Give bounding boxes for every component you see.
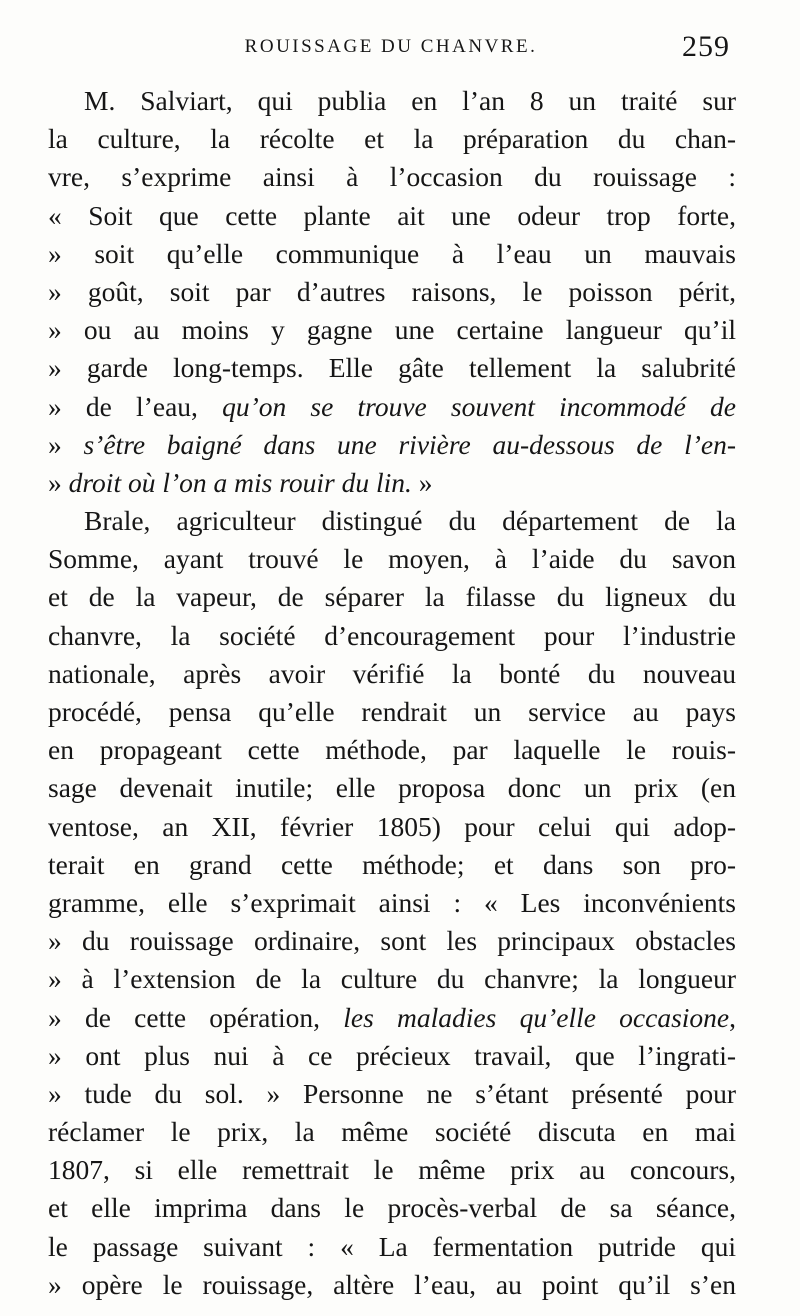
text-line xyxy=(48,999,736,1037)
text-line: » goût, soit par d’autres raisons, le poisson périt, xyxy=(48,275,736,307)
text-run: » xyxy=(48,428,84,460)
text-line: » à l’extension de la culture du chanvre; la longueur xyxy=(48,963,736,995)
italic-run: qu’on se trouve souvent incommodé de xyxy=(222,390,736,422)
running-head xyxy=(46,30,736,66)
text-line: procédé, pensa qu’elle rendrait un service au pays xyxy=(48,696,736,727)
text-line: vre, s’exprime ainsi à l’occasion du rouissage : xyxy=(48,161,736,193)
body-text xyxy=(48,82,736,1304)
text-line xyxy=(48,426,736,464)
text-line: nationale, après avoir vérifié la bonté du nouveau xyxy=(48,657,736,689)
running-title: ROUISSAGE DU CHANVRE. xyxy=(244,36,538,57)
text-line: le passage suivant : « La fermentation putride qui xyxy=(48,1230,736,1262)
text-line: Somme, ayant trouvé le moyen, à l’aide du savon xyxy=(48,543,736,575)
text-line: » garde long-temps. Elle gâte tellement la salubrité xyxy=(48,352,736,384)
text-line: » du rouissage ordinaire, sont les principaux obstacles xyxy=(48,925,736,957)
text-run: » de l’eau, xyxy=(48,390,223,422)
text-line: 1807, si elle remettrait le même prix au concours, xyxy=(48,1154,736,1186)
text-line: ventose, an XII, février 1805) pour celui qui adop- xyxy=(48,810,736,842)
text-line xyxy=(48,388,736,426)
italic-run: droit où l’on a mis rouir du lin. xyxy=(68,466,412,498)
text-line: terait en grand cette méthode; et dans son pro- xyxy=(48,848,736,880)
page-number: 259 xyxy=(682,30,730,63)
italic-run: les maladies qu’elle occasione xyxy=(343,1001,730,1033)
text-line: » opère le rouissage, altère l’eau, au point qu’il s’en xyxy=(48,1268,736,1300)
text-line: sage devenait inutile; elle proposa donc un prix (en xyxy=(48,772,736,804)
text-line: et elle imprima dans le procès-verbal de sa séance, xyxy=(48,1192,736,1224)
text-line: en propageant cette méthode, par laquelle le rouis- xyxy=(48,734,736,766)
text-line: » tude du sol. » Personne ne s’étant présenté pour xyxy=(48,1077,736,1109)
text-line: réclamer le prix, la même société discuta en mai xyxy=(48,1116,736,1148)
text-line xyxy=(48,464,736,502)
text-line: et de la vapeur, de séparer la filasse du ligneux du xyxy=(48,581,736,613)
text-line: M. Salviart, qui publia en l’an 8 un traité sur xyxy=(84,85,736,116)
text-line: gramme, elle s’exprimait ainsi : « Les inconvénients xyxy=(48,886,736,918)
text-run: » de cette opération, xyxy=(48,1001,344,1033)
text-line: Brale, agriculteur distingué du département de la xyxy=(84,505,736,537)
text-line: » soit qu’elle communique à l’eau un mauvais xyxy=(48,237,736,269)
text-run: , xyxy=(729,1001,736,1033)
text-line: » ou au moins y gagne une certaine langueur qu’il xyxy=(48,314,736,346)
text-line: chanvre, la société d’encouragement pour l’industrie xyxy=(48,619,736,651)
italic-run: s’être baigné dans une rivière au-dessous de l’en- xyxy=(83,428,736,460)
text-line: « Soit que cette plante ait une odeur trop forte, xyxy=(48,199,736,231)
text-line: la culture, la récolte et la préparation du chan- xyxy=(48,123,736,155)
text-line: » ont plus nui à ce précieux travail, que l’ingrati- xyxy=(48,1039,736,1071)
text-run: » xyxy=(411,466,433,498)
text-run: » xyxy=(48,466,69,498)
